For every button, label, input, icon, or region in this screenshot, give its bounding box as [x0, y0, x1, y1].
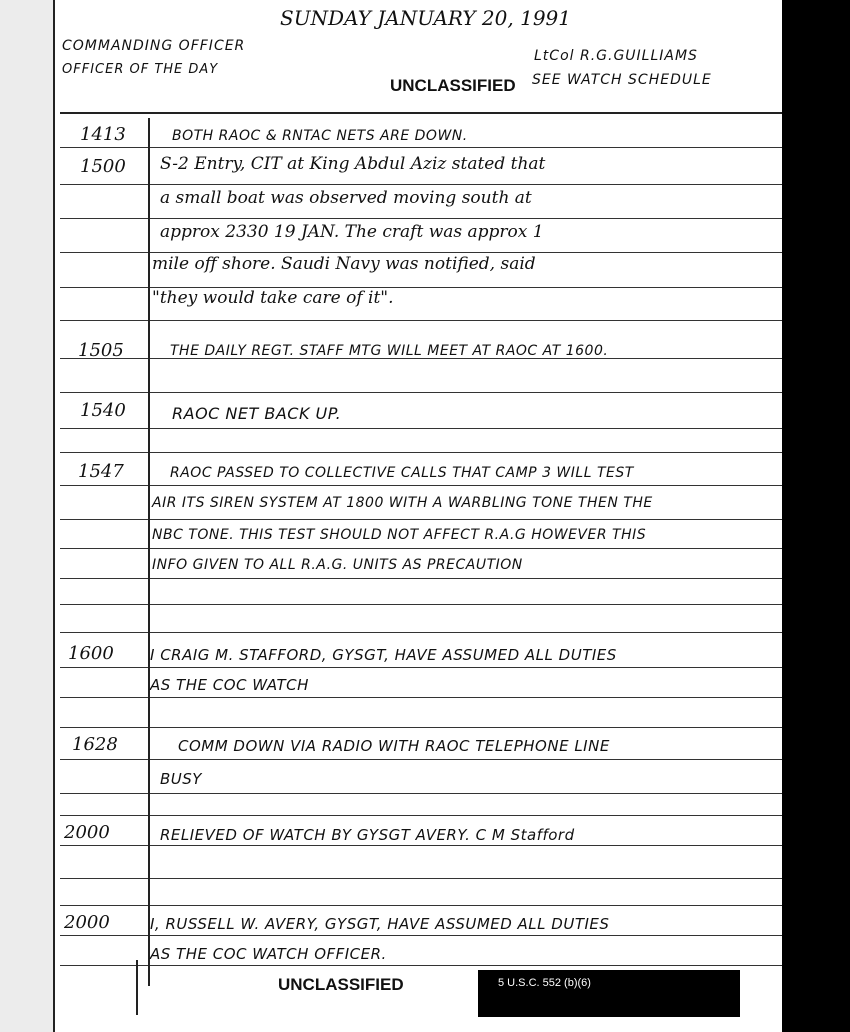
ruled-line	[60, 845, 782, 846]
entry-line: S-2 Entry, CIT at King Abdul Aziz stated that	[160, 154, 546, 174]
entry-line: RAOC NET BACK UP.	[172, 404, 342, 423]
entry-line: BOTH RAOC & RNTAC NETS ARE DOWN.	[172, 128, 468, 144]
ruled-line	[60, 697, 782, 698]
entry-line: I CRAIG M. STAFFORD, GYSGT, HAVE ASSUMED ALL DUTIES	[150, 646, 617, 664]
entry-time: 1505	[78, 340, 124, 361]
entry-time: 1413	[80, 124, 126, 145]
ruled-line	[60, 320, 782, 321]
ruled-line	[60, 878, 782, 879]
page-edge	[53, 0, 55, 1032]
entry-time: 1547	[78, 461, 124, 482]
entry-time: 1540	[80, 400, 126, 421]
redaction-label: 5 U.S.C. 552 (b)(6)	[498, 977, 591, 989]
ruled-line	[60, 428, 782, 429]
log-date: SUNDAY JANUARY 20, 1991	[280, 6, 571, 30]
ruled-line	[60, 727, 782, 728]
entry-line: AS THE COC WATCH OFFICER.	[150, 945, 387, 963]
officer-of-day-value: SEE WATCH SCHEDULE	[532, 72, 712, 88]
entry-time: 2000	[64, 822, 110, 843]
footer-classification: UNCLASSIFIED	[278, 975, 404, 994]
ruled-line	[60, 935, 782, 936]
entry-line: mile off shore. Saudi Navy was notified, said	[152, 254, 536, 274]
entry-line: a small boat was observed moving south at	[160, 188, 532, 208]
entry-line: THE DAILY REGT. STAFF MTG WILL MEET AT RAOC AT 1600.	[170, 343, 609, 359]
ruled-line	[60, 548, 782, 549]
ruled-line	[60, 218, 782, 219]
ruled-line	[60, 392, 782, 393]
officer-of-day-label: OFFICER OF THE DAY	[62, 62, 219, 77]
ruled-line	[60, 965, 782, 966]
ruled-line	[60, 452, 782, 453]
ruled-line	[60, 184, 782, 185]
entry-line: INFO GIVEN TO ALL R.A.G. UNITS AS PRECAUTION	[152, 557, 523, 573]
entry-line: NBC TONE. THIS TEST SHOULD NOT AFFECT R.A.G HOWEVER THIS	[152, 527, 647, 543]
ruled-line	[60, 815, 782, 816]
ruled-line	[60, 632, 782, 633]
ruled-line	[60, 519, 782, 520]
ruled-line	[60, 604, 782, 605]
ruled-line	[60, 793, 782, 794]
header-rule	[60, 112, 782, 114]
ruled-line	[60, 759, 782, 760]
entry-line: I, RUSSELL W. AVERY, GYSGT, HAVE ASSUMED ALL DUTIES	[150, 915, 610, 933]
footer-margin-line	[136, 960, 138, 1015]
scan-margin-right	[782, 0, 850, 1032]
ruled-line	[60, 252, 782, 253]
entry-time: 1600	[68, 643, 114, 664]
entry-line: AIR ITS SIREN SYSTEM AT 1800 WITH A WARBLING TONE THEN THE	[152, 495, 653, 511]
ruled-line	[60, 578, 782, 579]
entry-time: 2000	[64, 912, 110, 933]
entry-line: RAOC PASSED TO COLLECTIVE CALLS THAT CAMP 3 WILL TEST	[170, 465, 634, 481]
entry-line: COMM DOWN VIA RADIO WITH RAOC TELEPHONE LINE	[178, 737, 610, 755]
entry-line: approx 2330 19 JAN. The craft was approx 1	[160, 222, 544, 242]
ruled-line	[60, 667, 782, 668]
header-classification: UNCLASSIFIED	[390, 76, 516, 95]
ruled-line	[60, 485, 782, 486]
entry-line: AS THE COC WATCH	[150, 676, 309, 694]
ruled-line	[60, 147, 782, 148]
entry-time: 1500	[80, 156, 126, 177]
entry-line: BUSY	[160, 770, 202, 788]
time-column-divider	[148, 118, 150, 986]
commanding-officer-label: COMMANDING OFFICER	[62, 38, 246, 54]
entry-line: "they would take care of it".	[152, 288, 394, 308]
entry-time: 1628	[72, 734, 118, 755]
entry-line: RELIEVED OF WATCH BY GYSGT AVERY. C M Stafford	[160, 826, 575, 844]
scan-margin-left	[0, 0, 55, 1032]
commanding-officer-value: LtCol R.G.GUILLIAMS	[534, 48, 698, 64]
ruled-line	[60, 905, 782, 906]
